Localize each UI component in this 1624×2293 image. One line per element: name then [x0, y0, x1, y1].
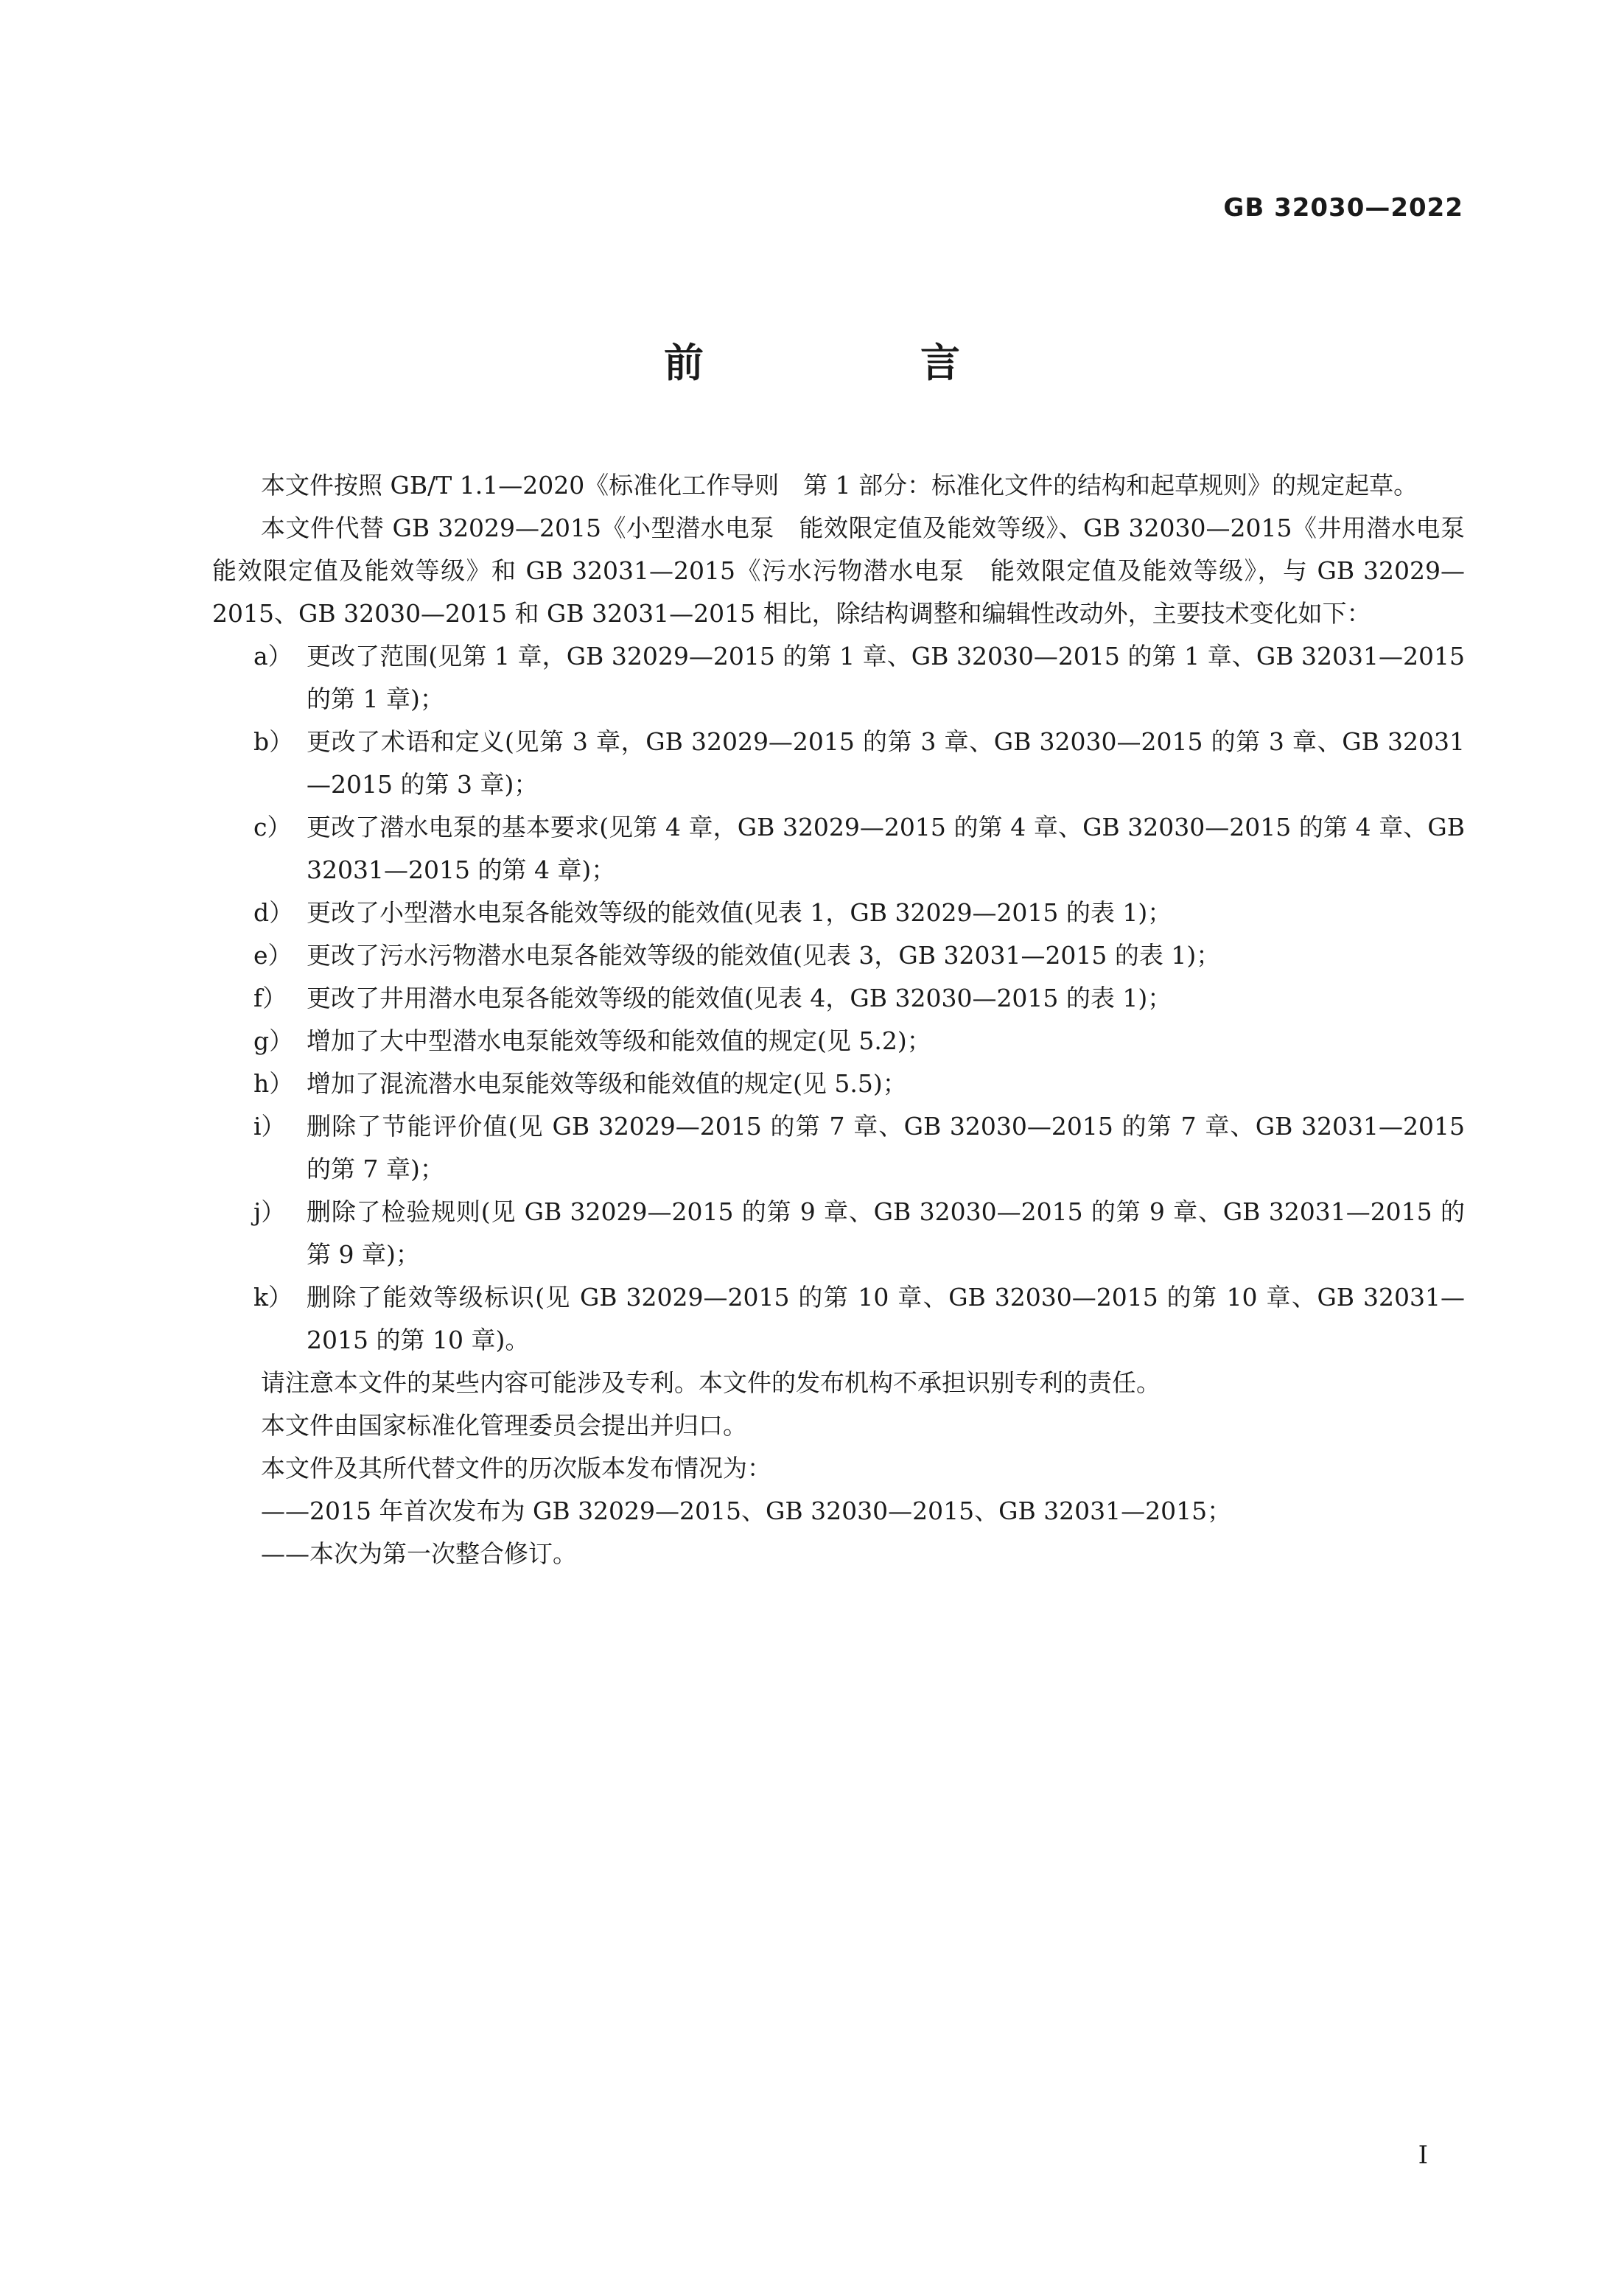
- list-marker: i）: [253, 1112, 286, 1141]
- list-item-text: 更改了井用潜水电泵各能效等级的能效值(见表 4，GB 32030—2015 的表 1)；: [307, 984, 1172, 1012]
- list-item: [212, 806, 1465, 892]
- list-item-text: 增加了大中型潜水电泵能效等级和能效值的规定(见 5.2)；: [307, 1026, 931, 1055]
- standard-code: GB 32030—2022: [1223, 193, 1463, 223]
- list-item: [212, 977, 1465, 1020]
- list-marker: b）: [253, 727, 294, 756]
- version-history-item: ——本次为第一次整合修订。: [261, 1539, 577, 1568]
- list-item: [212, 1191, 1465, 1276]
- list-marker: d）: [253, 898, 294, 927]
- page-number: I: [1418, 2140, 1428, 2170]
- list-item-text: 删除了能效等级标识(见 GB 32029—2015 的第 10 章、GB 32030—2015 的第 10 章、GB 32031—2015 的第 10 章)。: [307, 1283, 1465, 1354]
- list-item-text: 删除了节能评价值(见 GB 32029—2015 的第 7 章、GB 32030—2015 的第 7 章、GB 32031—2015 的第 7 章)；: [307, 1112, 1465, 1183]
- replacement-paragraph: 本文件代替 GB 32029—2015《小型潜水电泵 能效限定值及能效等级》、GB 32030—2015《井用潜水电泵 能效限定值及能效等级》和 GB 32031—2015《污水污物潜水电泵 能效限定值及能效等级》，与 GB 32029—2015、GB 32030—2015 和 GB 32031—2015 相比，除结构调整和编辑性改动外，主要技术变化如下：: [212, 514, 1489, 628]
- list-marker: k）: [253, 1283, 293, 1312]
- patent-notice: 请注意本文件的某些内容可能涉及专利。本文件的发布机构不承担识别专利的责任。: [261, 1368, 1161, 1397]
- list-item: [212, 635, 1465, 721]
- list-marker: c）: [253, 813, 292, 841]
- list-marker: g）: [253, 1026, 294, 1055]
- list-item: [212, 1105, 1465, 1191]
- list-marker: f）: [253, 984, 287, 1012]
- list-item: [212, 721, 1465, 806]
- list-item-text: 更改了术语和定义(见第 3 章，GB 32029—2015 的第 3 章、GB 32030—2015 的第 3 章、GB 32031—2015 的第 3 章)；: [307, 727, 1465, 799]
- list-marker: a）: [253, 642, 293, 671]
- list-item-text: 更改了范围(见第 1 章，GB 32029—2015 的第 1 章、GB 32030—2015 的第 1 章、GB 32031—2015 的第 1 章)；: [307, 642, 1465, 713]
- list-item: [212, 1020, 1465, 1063]
- list-item: [212, 934, 1465, 977]
- technical-changes-list: [212, 635, 1465, 1362]
- page-title: 前 言: [664, 340, 1049, 386]
- list-item: [212, 892, 1465, 934]
- list-marker: h）: [253, 1069, 294, 1098]
- proposed-by-statement: 本文件由国家标准化管理委员会提出并归口。: [261, 1411, 747, 1440]
- list-marker: e）: [253, 941, 293, 970]
- list-item-text: 删除了检验规则(见 GB 32029—2015 的第 9 章、GB 32030—2015 的第 9 章、GB 32031—2015 的第 9 章)；: [307, 1197, 1465, 1269]
- list-marker: j）: [253, 1197, 286, 1226]
- list-item: [212, 1063, 1465, 1105]
- list-item-text: 增加了混流潜水电泵能效等级和能效值的规定(见 5.5)；: [307, 1069, 907, 1098]
- document-body: [212, 464, 1489, 1575]
- list-item: [212, 1276, 1465, 1362]
- list-item-text: 更改了潜水电泵的基本要求(见第 4 章，GB 32029—2015 的第 4 章、GB 32030—2015 的第 4 章、GB 32031—2015 的第 4 章)；: [307, 813, 1465, 884]
- list-item-text: 更改了污水污物潜水电泵各能效等级的能效值(见表 3，GB 32031—2015 的表 1)；: [307, 941, 1221, 970]
- version-history-item: ——2015 年首次发布为 GB 32029—2015、GB 32030—2015、GB 32031—2015；: [261, 1496, 1232, 1525]
- drafting-rules-paragraph: 本文件按照 GB/T 1.1—2020《标准化工作导则 第 1 部分：标准化文件的结构和起草规则》的规定起草。: [261, 471, 1418, 500]
- version-history-intro: 本文件及其所代替文件的历次版本发布情况为：: [261, 1454, 771, 1482]
- list-item-text: 更改了小型潜水电泵各能效等级的能效值(见表 1，GB 32029—2015 的表 1)；: [307, 898, 1172, 927]
